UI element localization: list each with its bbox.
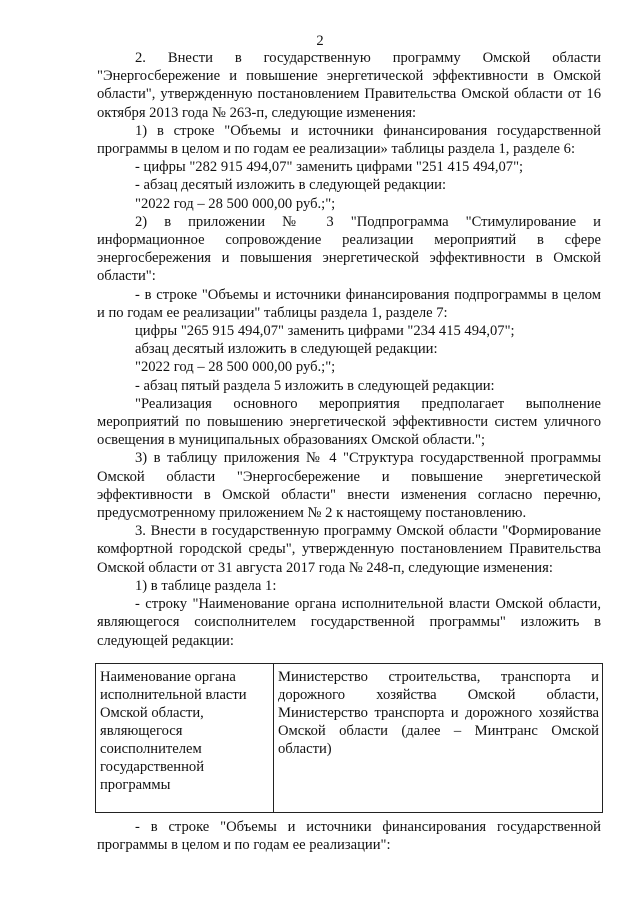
document-body-continued	[97, 818, 601, 854]
paragraph-2022-amount-sub: "2022 год – 28 500 000,00 руб.;";	[135, 359, 336, 376]
paragraph-quote-implementation: "Реализация основного мероприятия предполагает выполнение мероприятий по повышению энергетической эффективности систем уличного освещения в муниципальных образованиях Омской области.";	[97, 395, 601, 449]
paragraph-tenth-abzac-sub: абзац десятый изложить в следующей редакции:	[135, 341, 438, 358]
paragraph-item-2: 2. Внести в государственную программу Омской области "Энергосбережение и повышение энергетической эффективности в Омской области", утвержденную постановлением Правительства Омской области от 16 октября 2013 года № 263-п, следующие изменения:	[97, 50, 601, 121]
paragraph-subitem-3: 3) в таблицу приложения № 4 "Структура государственной программы Омской области "Энергосбережение и повышение энергетической эффективности в Омской области" внести изменения согласно перечню, предусмотренному приложением № 2 к настоящему постановлению.	[97, 450, 601, 522]
document-body	[97, 49, 601, 650]
table-cell-left: Наименование органа исполнительной власти Омской области, являющегося соисполнителем государственной программы	[96, 664, 274, 813]
paragraph-subprogram-row: - в строке "Объемы и источники финансирования подпрограммы в целом и по годам ее реализации" таблицы раздела 1, разделе 7:	[97, 286, 601, 321]
paragraph-subitem-1: 1) в строке "Объемы и источники финансирования государственной программы в целом и по годам ее реализации» таблицы раздела 1, разделе 6:	[97, 122, 601, 158]
paragraph-replace-digits-sub: цифры "265 915 494,07" заменить цифрами "234 415 494,07";	[135, 323, 515, 340]
paragraph-subitem-2: 2) в приложении № 3 "Подпрограмма "Стимулирование и информационное сопровождение реализации мероприятий в сфере энергосбережения и повышения энергетической эффективности в Омской области":	[97, 213, 601, 285]
table-cell-right: Министерство строительства, транспорта и дорожного хозяйства Омской области, Министерство транспорта и дорожного хозяйства Омской области (далее – Минтранс Омской области)	[274, 664, 603, 813]
paragraph-subitem-1-table: 1) в таблице раздела 1:	[135, 577, 277, 594]
substitution-table	[95, 663, 603, 813]
page-number: 2	[316, 33, 324, 49]
paragraph-replace-digits: - цифры "282 915 494,07" заменить цифрами "251 415 494,07";	[135, 159, 524, 176]
paragraph-fifth-abzac: - абзац пятый раздела 5 изложить в следующей редакции:	[135, 377, 495, 394]
paragraph-tenth-abzac: - абзац десятый изложить в следующей редакции:	[135, 177, 447, 194]
table-row	[96, 664, 603, 813]
paragraph-item-3: 3. Внести в государственную программу Омской области "Формирование комфортной городской среды", утвержденную постановлением Правительства Омской области от 31 августа 2017 года № 248-п, следующие изменения:	[97, 523, 601, 576]
paragraph-financing-row: - в строке "Объемы и источники финансирования государственной программы в целом и по годам ее реализации":	[97, 819, 601, 854]
paragraph-2022-amount: "2022 год – 28 500 000,00 руб.;";	[135, 195, 336, 212]
paragraph-row-name: - строку "Наименование органа исполнительной власти Омской области, являющегося соисполнителем государственной программы" изложить в следующей редакции:	[97, 596, 601, 649]
